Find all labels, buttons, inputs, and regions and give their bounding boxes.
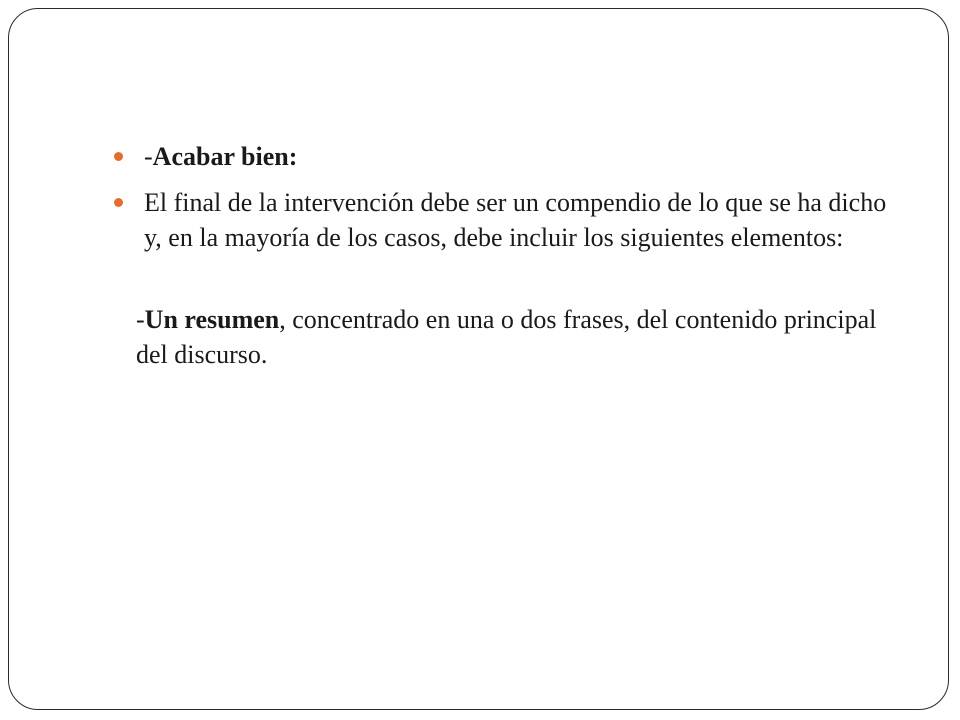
slide-content [112, 139, 902, 372]
bullet-dot-icon [114, 152, 123, 161]
paragraph-bold: Un resumen [144, 305, 280, 334]
slide-frame [8, 8, 949, 710]
bullet-text: El final de la intervención debe ser un compendio de lo que se ha dicho y, en la mayoría de los casos, debe incluir los siguientes elementos: [144, 188, 887, 252]
bullet-dot-icon [114, 198, 123, 207]
bullet-prefix: - [144, 142, 153, 171]
resumen-paragraph [112, 302, 902, 372]
bullet-item-final [112, 185, 902, 255]
paragraph-prefix: - [136, 305, 145, 334]
bullet-item-acabar-bien [112, 139, 902, 174]
bullet-heading: Acabar bien: [152, 142, 298, 171]
paragraph-rest: , concentrado en una o dos frases, del contenido principal del discurso. [136, 305, 877, 369]
